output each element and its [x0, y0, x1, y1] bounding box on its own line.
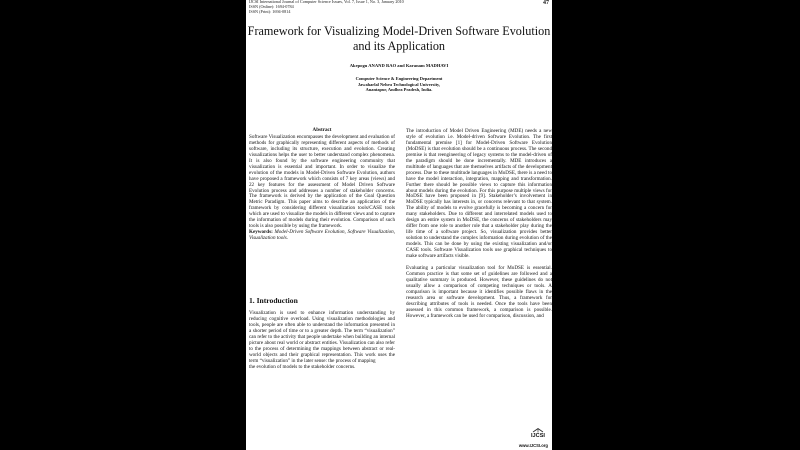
keywords-line [249, 230, 395, 242]
affiliation-line-1: Computer Science & Engineering Department [355, 76, 443, 81]
section-heading-introduction: 1. Introduction [249, 296, 298, 305]
affiliation-line-2: Jawaharlal Nehru Technological University, [357, 81, 441, 87]
title-line-1: Framework for Visualizing Model-Driven Software Evolution [247, 24, 551, 38]
right-column [406, 129, 552, 320]
right-paragraph-1: The introduction of Model Driven Engineering (MDE) needs a new style of evolution i.e. Model-driven Software Evolution. The first fundamental premise [1] for Model-Driven Software Evolution (MoDSE) is that evolution should be a continuous process. The second premise is that reengineering of legacy systems to the model-driven of the paradigm should be done incrementally. MDE introduces a multitude of languages that are themselves artifacts of the development process. Due to these multitude languages in MoDSE, there is a need to have the model interaction, integration, mapping and transformation. Further there should be possible views to capture this information about models during the evolution. For this purpose multiple views for MoDSE have been proposed in [9]. Stakeholder’s involvement in MoDSE typically has interests in, or concerns relevant to that system. The ability of models to evolve gracefully is becoming a concern for many stakeholders. Due to different and interrelated models used to design an entire system in MoDSE, the concerns of stakeholders may differ from one role to another role that a stakeholder play during the life time of a software project. So, visualization provides better solution to understand the complex information during evolution of the models. This can be done by using the existing visualization and/or CASE tools. Software Visualization tools use graphical techniques to make software artifacts visible. [406, 128, 552, 260]
introduction-paragraph: Visualization is used to enhance information understanding by reducing cognitive overload. Using visualization methodologies and tools, people are often able to understand the information presented in a shorter period of time or to a greater depth. The term “visualization” can refer to the activity that people undertake when building an internal picture about real world or abstract entities. Visualization can also refer to the process of determining the mappings between abstract or real-world objects and their graphical representation. This work uses the term “visualization” in the later sense: the process of mapping [249, 310, 395, 364]
issn-online: ISSN (Online): 1694-0784 [249, 3, 294, 9]
paper-title [246, 24, 552, 54]
abstract-heading: Abstract [312, 127, 332, 133]
keywords-label: Keywords: [249, 229, 273, 236]
affiliation-line-3: Anantapur, Andhra Pradesh, India. [365, 87, 433, 93]
authors: Akepogu ANAND RAO and Karanam MADHAVI [349, 63, 449, 68]
journal-page [246, 0, 552, 450]
affiliation [246, 76, 552, 93]
logo-text: IJCSI [531, 433, 545, 439]
abstract-text: Software Visualization encompasses the development and evaluation of methods for graphically representing different aspects of methods of software, including its structure, execution and evolution. Creating visualizations helps the user to better understand complex phenomena. It is also found by the software engineering community that visualization is essential and important. In order to visualize the evolution of the models in Model-Driven Software Evolution, authors have proposed a framework which consists of 7 key areas (views) and 22 key features for the assessment of Model Driven Software Evolution process and addresses a number of stakeholder concerns. The framework is derived by the application of the Goal Question Metric Paradigm. This paper aims to describe an application of the framework by considering different visualization tools/CASE tools which are used to visualize the models in different views and to capture the information of models during their evolution. Comparison of such tools is also possible by using the framework. [249, 133, 396, 230]
abstract-block [249, 128, 395, 242]
introduction-paragraph-end: the evolution of models to the stakeholder concerns. [249, 363, 356, 370]
right-paragraph-2: Evaluating a particular visualization tool for MoDSE is essential. Common practice is that some set of guidelines are followed and a qualitative summary is produced. However, these guidelines do not usually allow a comparison of competing techniques or tools. A comparison is important because it identifies possible flaws in the research area or software development. Thus, a framework for describing attributes of tools is needed. Once the tools have been assessed in this common framework, a comparison is possible. However, a framework can be used for comparison, discussion, and [406, 264, 552, 319]
keywords-text: Model-Driven Software Evolution, Software Visualization, Visualization tools. [249, 229, 395, 242]
journal-url[interactable]: www.IJCSI.org [518, 443, 548, 448]
title-line-2: and its Application [352, 39, 446, 53]
issn-print: ISSN (Print): 1694-0814 [249, 8, 291, 14]
journal-header [249, 0, 404, 15]
page-number: 47 [543, 0, 549, 6]
introduction-column [249, 311, 395, 371]
ijcsi-logo [530, 428, 546, 439]
journal-line: IJCSI International Journal of Computer Science Issues, Vol. 7, Issue 1, No. 3, January 2010 [249, 0, 404, 4]
